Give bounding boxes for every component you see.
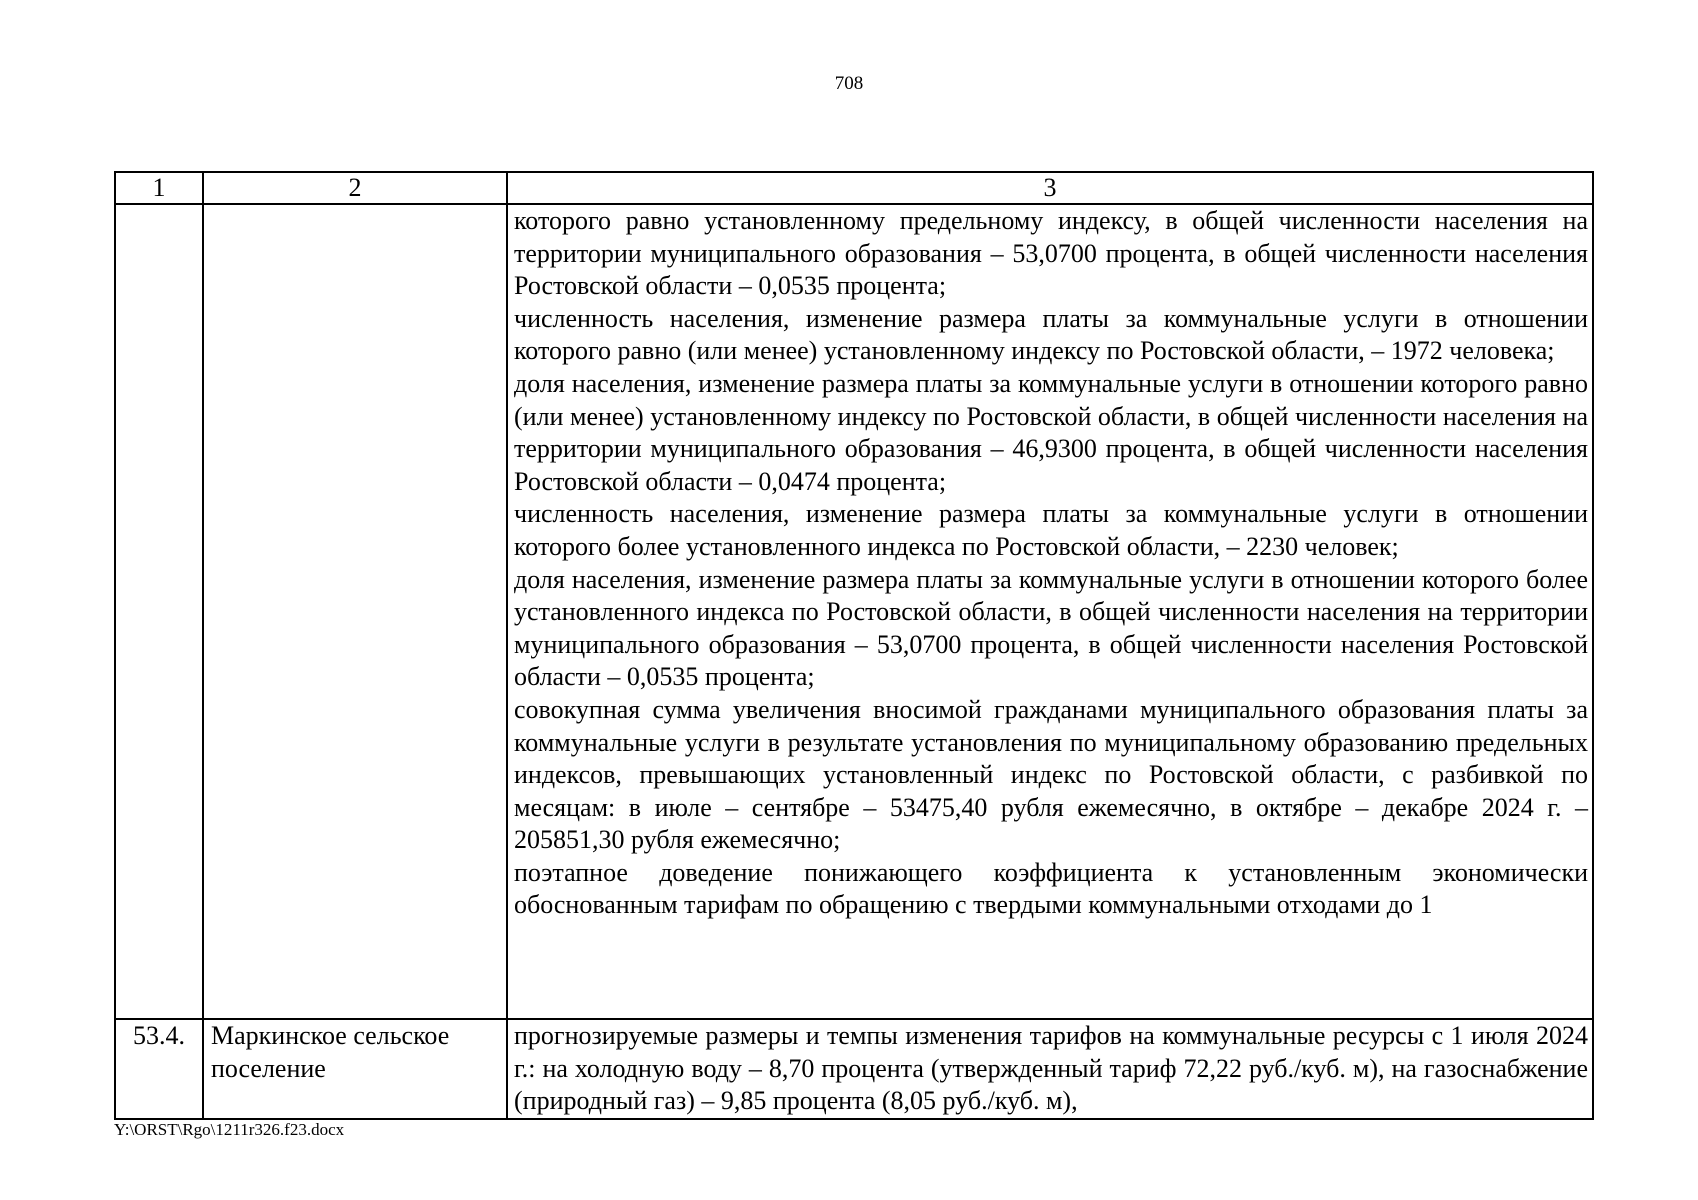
paragraph: численность населения, изменение размера платы за коммунальные услуги в отношении которого более установленного индекса по Ростовской области, – 2230 человек; <box>514 499 1588 561</box>
row-number-cell <box>115 204 203 1019</box>
paragraph: доля населения, изменение размера платы за коммунальные услуги в отношении которого равно (или менее) установленному индексу по Ростовской области, в общей численности населения на территории муниципального образования – 46,9300 процента, в общей численности населения Ростовской области – 0,0474 процента; <box>514 368 1588 496</box>
paragraph: доля населения, изменение размера платы за коммунальные услуги в отношении которого более установленного индекса по Ростовской области, в общей численности населения на территории муниципального образования – 53,0700 процента, в общей численности населения Ростовской области – 0,0535 процента; <box>514 564 1588 692</box>
page-number: 708 <box>834 73 864 94</box>
paragraph: численность населения, изменение размера платы за коммунальные услуги в отношении которого равно (или менее) установленному индексу по Ростовской области, – 1972 человека; <box>514 303 1588 366</box>
paragraph: прогнозируемые размеры и темпы изменения тарифов на коммунальные ресурсы с 1 июля 2024 г.: на холодную воду – 8,70 процента (утвержденный тариф 72,22 руб./куб. м), на газоснабжение (природный газ) – 9,85 процента (8,05 руб./куб. м), <box>514 1021 1588 1116</box>
row-name-cell <box>203 204 507 1019</box>
row-name-cell: Маркинское сельское поселение <box>203 1019 507 1119</box>
table-row <box>115 204 1593 1019</box>
column-header-1: 1 <box>115 172 203 204</box>
paragraph: поэтапное доведение понижающего коэффициента к установленным экономически обоснованным тарифам по обращению с твердыми коммунальными отходами до 1 <box>514 857 1588 920</box>
table-row <box>115 1019 1593 1119</box>
row-text-cell <box>507 204 1593 1019</box>
column-header-3: 3 <box>507 172 1593 204</box>
row-text-cell <box>507 1019 1593 1119</box>
column-header-2: 2 <box>203 172 507 204</box>
footer-file-path: Y:\ORST\Rgo\1211r326.f23.docx <box>114 1120 345 1139</box>
row-number-cell: 53.4. <box>115 1019 203 1119</box>
paragraph: совокупная сумма увеличения вносимой гражданами муниципального образования платы за коммунальные услуги в результате установления по муниципальному образованию предельных индексов, превышающих установленный индекс по Ростовской области, с разбивкой по месяцам: в июле – сентябре – 53475,40 рубля ежемесячно, в октябре – декабре 2024 г. – 205851,30 рубля ежемесячно; <box>514 694 1588 855</box>
document-table <box>114 171 1594 1120</box>
paragraph: которого равно установленному предельному индексу, в общей численности населения на территории муниципального образования – 53,0700 процента, в общей численности населения Ростовской области – 0,0535 процента; <box>514 206 1588 301</box>
table-header-row <box>115 172 1593 204</box>
